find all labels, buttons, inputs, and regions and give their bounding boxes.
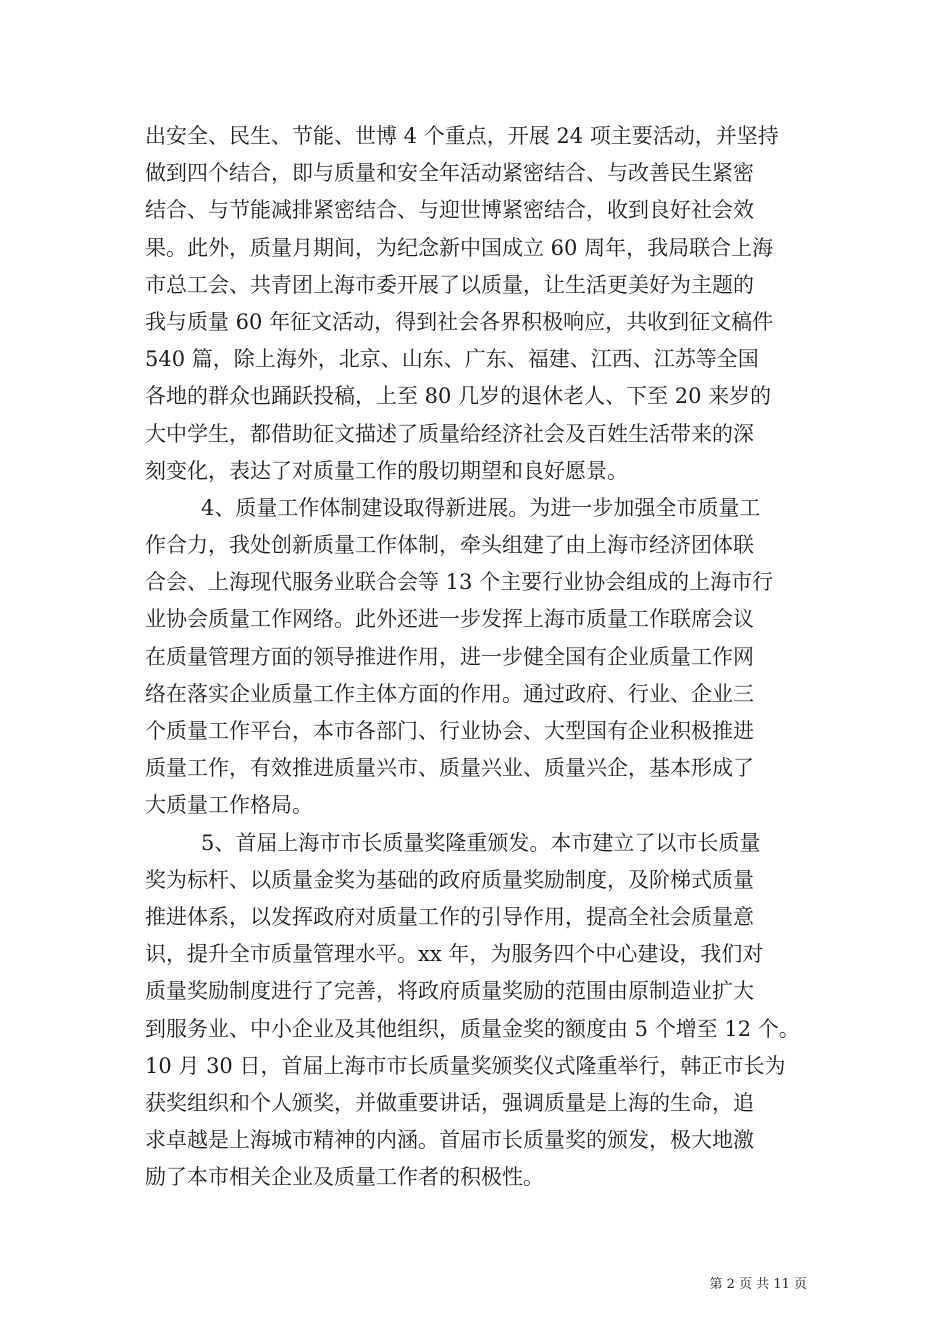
text-line: 业协会质量工作网络。此外还进一步发挥上海市质量工作联席会议 (145, 607, 754, 632)
text-line: 合会、上海现代服务业联合会等 13 个主要行业协会组成的上海市行 (145, 570, 774, 595)
text-line: 10 月 30 日，首届上海市市长质量奖颁奖仪式隆重举行，韩正市长为 (145, 1053, 786, 1078)
text-line: 出安全、民生、节能、世博 4 个重点，开展 24 项主要活动，并坚持 (145, 124, 779, 148)
text-line: 到服务业、中小企业及其他组织，质量金奖的额度由 5 个增至 12 个。 (145, 1016, 800, 1041)
text-line: 大中学生，都借助征文描述了质量给经济社会及百姓生活带来的深 (145, 421, 754, 446)
text-line: 推进体系，以发挥政府对质量工作的引导作用，提高全社会质量意 (145, 904, 754, 929)
paragraph-4-heading-line: 4、质量工作体制建设取得新进展。为进一步加强全市质量工 (201, 495, 761, 520)
text-line: 质量工作，有效推进质量兴市、质量兴业、质量兴企，基本形成了 (145, 756, 754, 781)
text-line: 我与质量 60 年征文活动，得到社会各界积极响应，共收到征文稿件 (145, 309, 774, 334)
page-number-footer: 第 2 页 共 11 页 (709, 1277, 807, 1292)
text-line: 市总工会、共青团上海市委开展了以质量，让生活更美好为主题的 (145, 272, 754, 297)
text-line: 大质量工作格局。 (145, 793, 313, 818)
text-line: 识，提升全市质量管理水平。xx 年，为服务四个中心建设，我们对 (145, 942, 764, 967)
text-line: 奖为标杆、以质量金奖为基础的政府质量奖励制度，及阶梯式质量 (145, 867, 754, 892)
text-line: 获奖组织和个人颁奖，并做重要讲话，强调质量是上海的生命，追 (145, 1090, 754, 1115)
paragraph-5-heading-line: 5、首届上海市市长质量奖隆重颁发。本市建立了以市长质量 (201, 830, 761, 855)
text-line: 做到四个结合，即与质量和安全年活动紧密结合、与改善民生紧密 (145, 161, 754, 186)
text-line: 果。此外，质量月期间，为纪念新中国成立 60 周年，我局联合上海 (145, 235, 774, 260)
text-line: 质量奖励制度进行了完善，将政府质量奖励的范围由原制造业扩大 (145, 979, 754, 1004)
text-line: 结合、与节能减排紧密结合、与迎世博紧密结合，收到良好社会效 (145, 198, 754, 223)
text-line: 作合力，我处创新质量工作体制，牵头组建了由上海市经济团体联 (145, 533, 754, 558)
text-line: 在质量管理方面的领导推进作用，进一步健全国有企业质量工作网 (145, 644, 754, 669)
text-line: 刻变化，表达了对质量工作的殷切期望和良好愿景。 (145, 458, 628, 483)
text-line: 540 篇，除上海外，北京、山东、广东、福建、江西、江苏等全国 (145, 347, 759, 372)
text-line: 个质量工作平台，本市各部门、行业协会、大型国有企业积极推进 (145, 719, 754, 743)
text-line: 各地的群众也踊跃投稿，上至 80 几岁的退休老人、下至 20 来岁的 (145, 384, 772, 409)
body-text (145, 118, 815, 1196)
text-line: 励了本市相关企业及质量工作者的积极性。 (145, 1165, 544, 1190)
text-line: 络在落实企业质量工作主体方面的作用。通过政府、行业、企业三 (145, 681, 754, 706)
text-line: 求卓越是上海城市精神的内涵。首届市长质量奖的颁发，极大地激 (145, 1128, 754, 1153)
